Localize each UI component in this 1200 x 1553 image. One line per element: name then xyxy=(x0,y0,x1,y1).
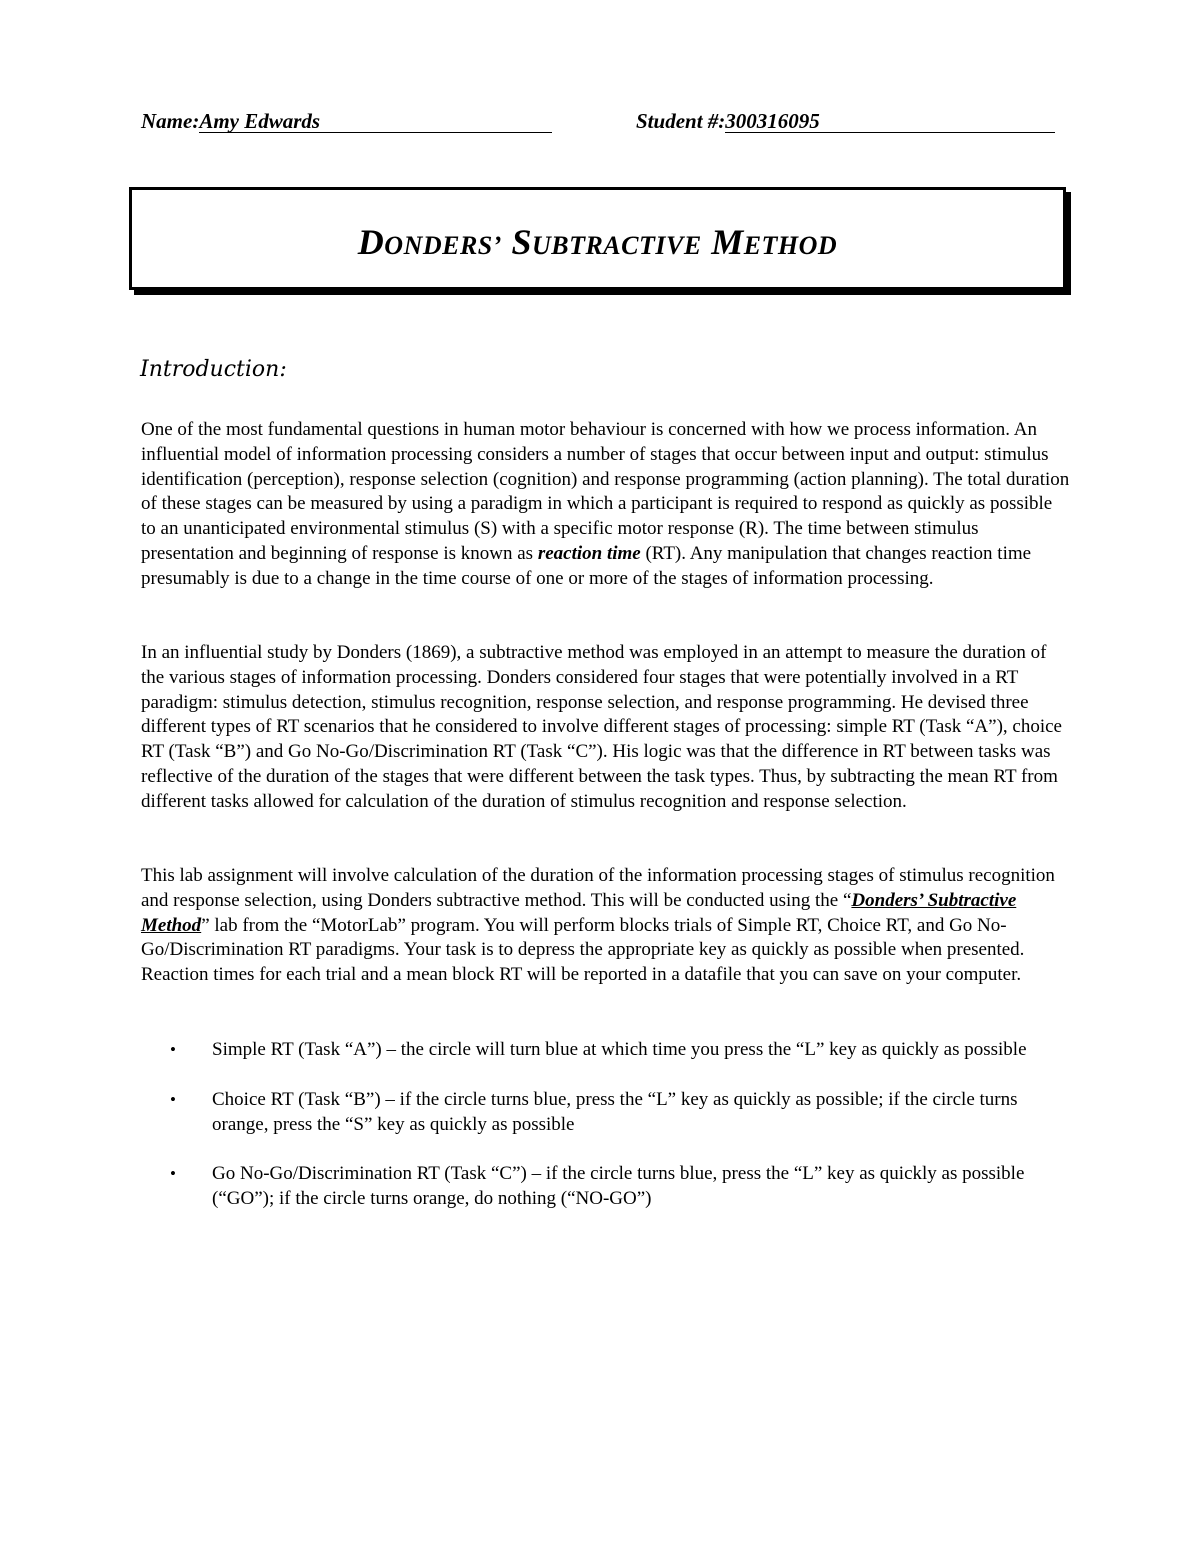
name-value: Amy Edwards xyxy=(199,110,552,133)
bullet-icon: • xyxy=(170,1164,176,1184)
paragraph-text: One of the most fundamental questions in human motor behaviour is concerned with how we process information. An influential model of information processing considers a number of stages that occur between input and output: stimulus identification (perception), response selection (cognition) and response programming (action planning). The total duration of these stages can be measured by using a paradigm in which a participant is required to respond as quickly as possible to an unanticipated environmental stimulus (S) with a specific motor response (R). The time between stimulus presentation and beginning of response is known as xyxy=(141,419,1070,564)
title-box xyxy=(129,187,1066,290)
title-word-rest: ONDERS’ xyxy=(384,230,502,260)
student-number-label: Student #: xyxy=(636,109,726,133)
name-field xyxy=(141,108,552,134)
intro-paragraph-1 xyxy=(141,418,1071,592)
student-number-value: 300316095 xyxy=(725,110,1055,133)
title-initial: D xyxy=(357,221,385,262)
title-word-rest: UBTRACTIVE xyxy=(531,230,702,260)
paragraph-text: (RT). Any manipulation that changes reaction time presumably is due to a change in the time course of one or more of the stages of information processing. xyxy=(141,542,1032,589)
list-item xyxy=(170,1162,1070,1212)
student-number-field xyxy=(636,108,1055,134)
introduction-heading: Introduction: xyxy=(140,357,287,382)
list-item-text: Go No-Go/Discrimination RT (Task “C”) – if the circle turns blue, press the “L” key as quickly as possible (“GO”); if the circle turns orange, do nothing (“NO-GO”) xyxy=(212,1163,1025,1210)
bullet-icon: • xyxy=(170,1040,176,1059)
task-list xyxy=(170,1038,1070,1237)
reaction-time-term: reaction time xyxy=(537,542,641,564)
paragraph-text: ” lab from the “MotorLab” program. You will perform blocks trials of Simple RT, Choice RT, and Go No-Go/Discrimination RT paradigms. Your task is to depress the appropriate key as quickly as possible when presented. Reaction times for each trial and a mean block RT will be reported in a datafile that you can save on your computer. xyxy=(141,914,1025,986)
list-item-text: Simple RT (Task “A”) – the circle will turn blue at which time you press the “L” key as quickly as possible xyxy=(212,1039,1027,1060)
title-initial: S xyxy=(511,221,532,262)
name-label: Name: xyxy=(141,109,200,133)
bullet-icon: • xyxy=(170,1089,176,1109)
intro-paragraph-2: In an influential study by Donders (1869), a subtractive method was employed in an attempt to measure the duration of the various stages of information processing. Donders considered four stages that were potentially involved in a RT paradigm: stimulus detection, stimulus recognition, response selection, and response programming. He devised three different types of RT scenarios that he considered to involve different stages of processing: simple RT (Task “A”), choice RT (Task “B”) and Go No-Go/Discrimination RT (Task “C”). His logic was that the difference in RT between tasks was reflective of the duration of the stages that were different between the task types. Thus, by subtracting the mean RT from different tasks allowed for calculation of the duration of stimulus recognition and response selection. xyxy=(141,642,1062,812)
document-title xyxy=(358,215,837,263)
list-item xyxy=(170,1088,1070,1138)
title-word-rest: ETHOD xyxy=(743,230,838,260)
title-initial: M xyxy=(711,221,744,262)
lab-name-link: Donders’ Subtractive Method xyxy=(141,889,1017,936)
paragraph-text: This lab assignment will involve calculation of the duration of the information processing stages of stimulus recognition and response selection, using Donders subtractive method. This will be conducted using the “ xyxy=(141,865,1055,911)
list-item xyxy=(170,1038,1070,1063)
list-item-text: Choice RT (Task “B”) – if the circle turns blue, press the “L” key as quickly as possible; if the circle turns orange, press the “S” key as quickly as possible xyxy=(212,1088,1018,1135)
intro-paragraph-3 xyxy=(141,864,1071,988)
